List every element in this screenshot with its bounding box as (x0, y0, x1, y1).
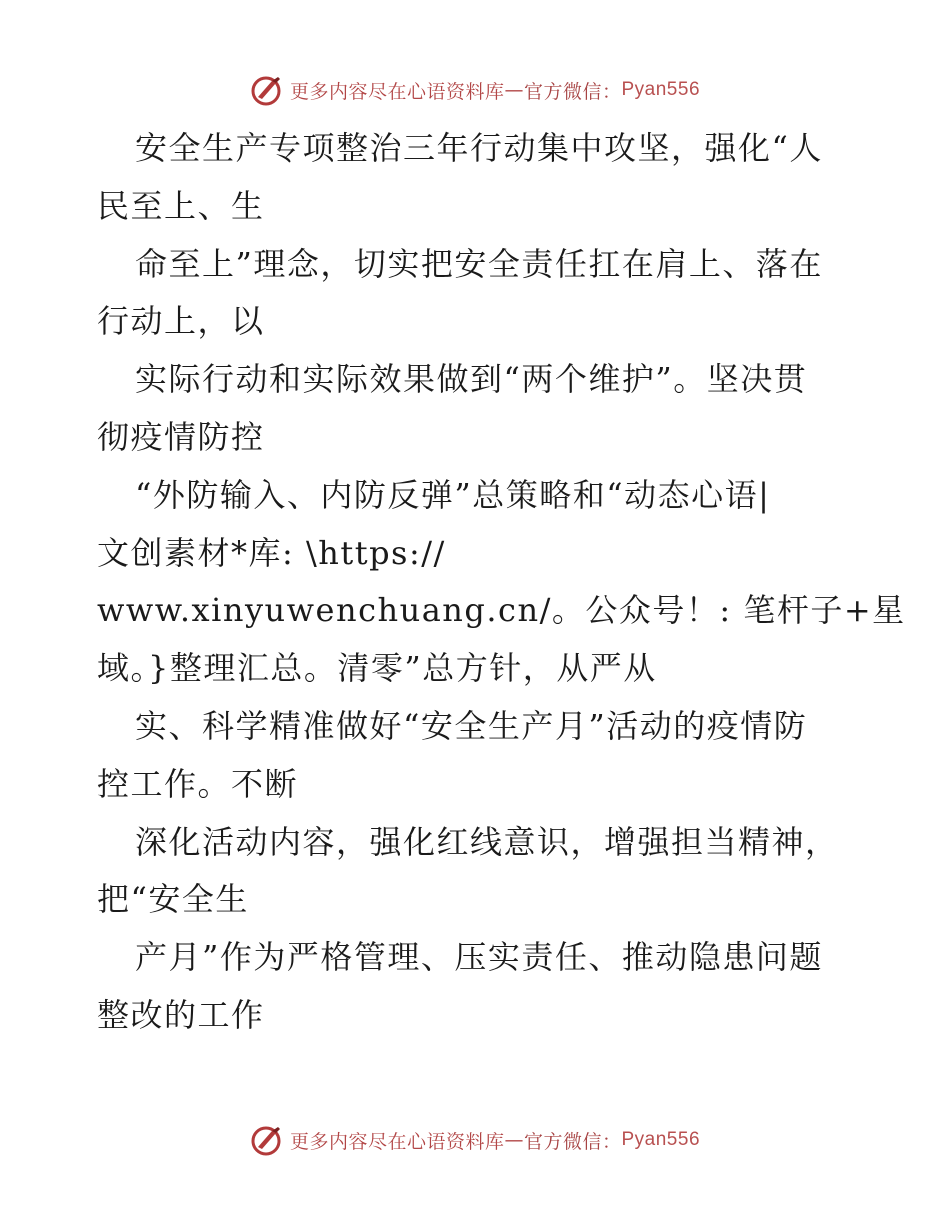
pen-logo-icon (250, 1123, 284, 1157)
body-line: 控工作。不断 (97, 764, 299, 803)
header-banner-text: 更多内容尽在心语资料库 (289, 80, 505, 103)
body-line: 实、科学精准做好“安全生产月”活动的疫情防 (135, 706, 808, 745)
body-line: 产月”作为严格管理、压实责任、推动隐患问题 (135, 938, 823, 977)
body-line: 域。}整理汇总。清零”总方针，从严从 (97, 649, 657, 688)
body-line: 行动上，以 (97, 302, 265, 341)
body-line: 民至上、生 (97, 186, 265, 225)
body-line: 命至上”理念，切实把安全责任扛在肩上、落在 (135, 244, 823, 283)
header-banner (0, 70, 950, 110)
header-banner-separator: — (504, 79, 524, 101)
body-line: 实际行动和实际效果做到“两个维护”。坚决贯 (135, 360, 808, 399)
body-line: 把“安全生 (97, 880, 249, 919)
body-line: 安全生产专项整治三年行动集中攻坚，强化“人 (135, 129, 823, 167)
body-line: 彻疫情防控 (97, 417, 265, 456)
pen-logo-icon (250, 73, 284, 107)
body-line: 深化活动内容，强化红线意识，增强担当精神， (135, 822, 839, 861)
body-line: 整改的工作 (97, 995, 265, 1034)
footer-wechat-id: Pyan556 (621, 1129, 701, 1150)
document-body (97, 120, 906, 1045)
body-line: www.xinyuwenchuang.cn/。公众号！: 笔杆子+星 (97, 591, 906, 630)
header-wechat-label: 官方微信： (523, 80, 622, 103)
footer-banner-separator: — (504, 1129, 524, 1151)
footer-banner-text: 更多内容尽在心语资料库 (289, 1130, 505, 1153)
body-line: 文创素材*库: \https:// (97, 533, 446, 572)
header-wechat-id: Pyan556 (621, 79, 701, 100)
footer-wechat-label: 官方微信： (523, 1130, 622, 1153)
body-line: “外防输入、内防反弹”总策略和“动态心语| (135, 475, 771, 514)
footer-banner (0, 1120, 950, 1160)
